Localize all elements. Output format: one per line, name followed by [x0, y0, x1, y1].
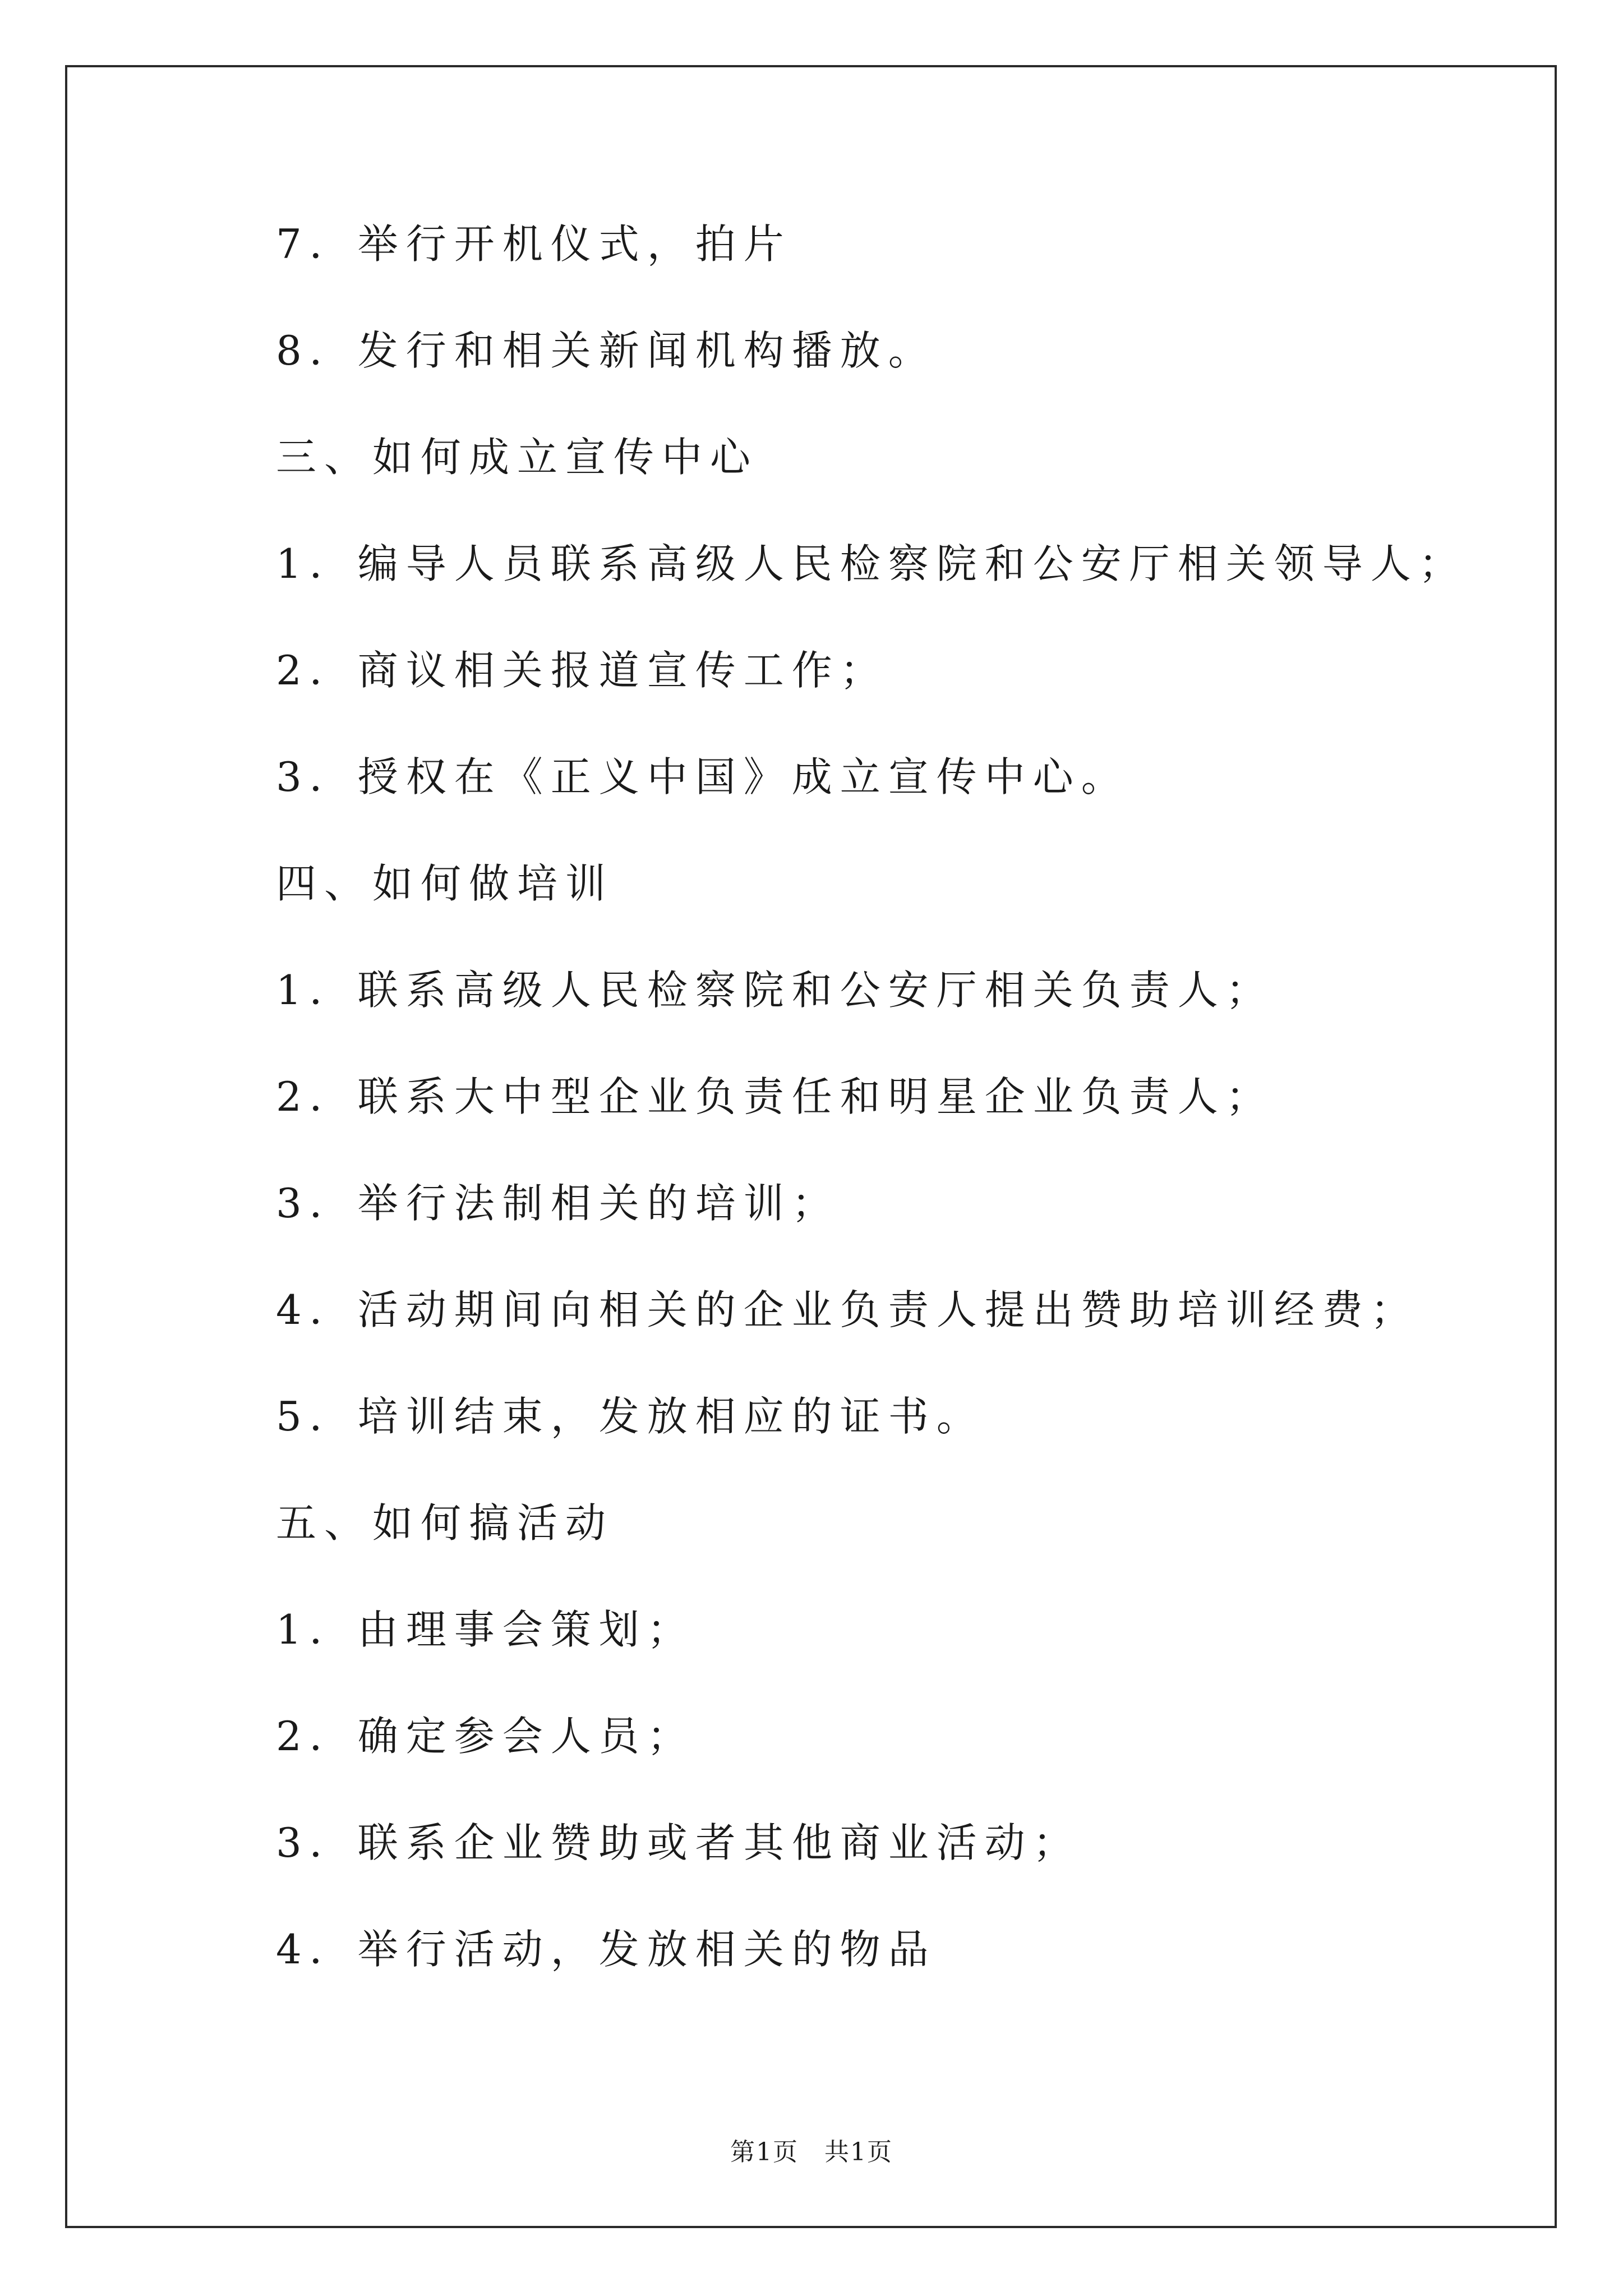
list-item: 2．确定参会人员；: [276, 1713, 695, 1760]
list-item: 3．授权在《正义中国》成立宣传中心。: [276, 753, 1129, 800]
section-heading: 五、如何搞活动: [276, 1499, 614, 1547]
list-item: 2．商议相关报道宣传工作；: [276, 647, 888, 694]
document-body: [276, 213, 1498, 2025]
list-item: 8．发行和相关新闻机构播放。: [276, 327, 937, 374]
section-heading: 三、如何成立宣传中心: [276, 434, 759, 481]
list-item: 4．活动期间向相关的企业负责人提出赞助培训经费；: [276, 1286, 1419, 1333]
list-item: 1．联系高级人民检察院和公安厅相关负责人；: [276, 967, 1274, 1014]
list-item: 7．举行开机仪式，拍片: [276, 220, 792, 268]
list-item: 3．联系企业赞助或者其他商业活动；: [276, 1819, 1081, 1866]
list-item: 1．由理事会策划；: [276, 1606, 695, 1653]
section-heading: 四、如何做培训: [276, 860, 614, 907]
list-item: 5．培训结束，发放相应的证书。: [276, 1393, 985, 1440]
page-footer: 第1页 共1页: [730, 2138, 893, 2166]
list-item: 1．编导人员联系高级人民检察院和公安厅相关领导人；: [276, 540, 1467, 587]
list-item: 3．举行法制相关的培训；: [276, 1180, 840, 1227]
list-item: 2．联系大中型企业负责任和明星企业负责人；: [276, 1073, 1274, 1120]
list-item: 4．举行活动，发放相关的物品: [276, 1926, 937, 1973]
